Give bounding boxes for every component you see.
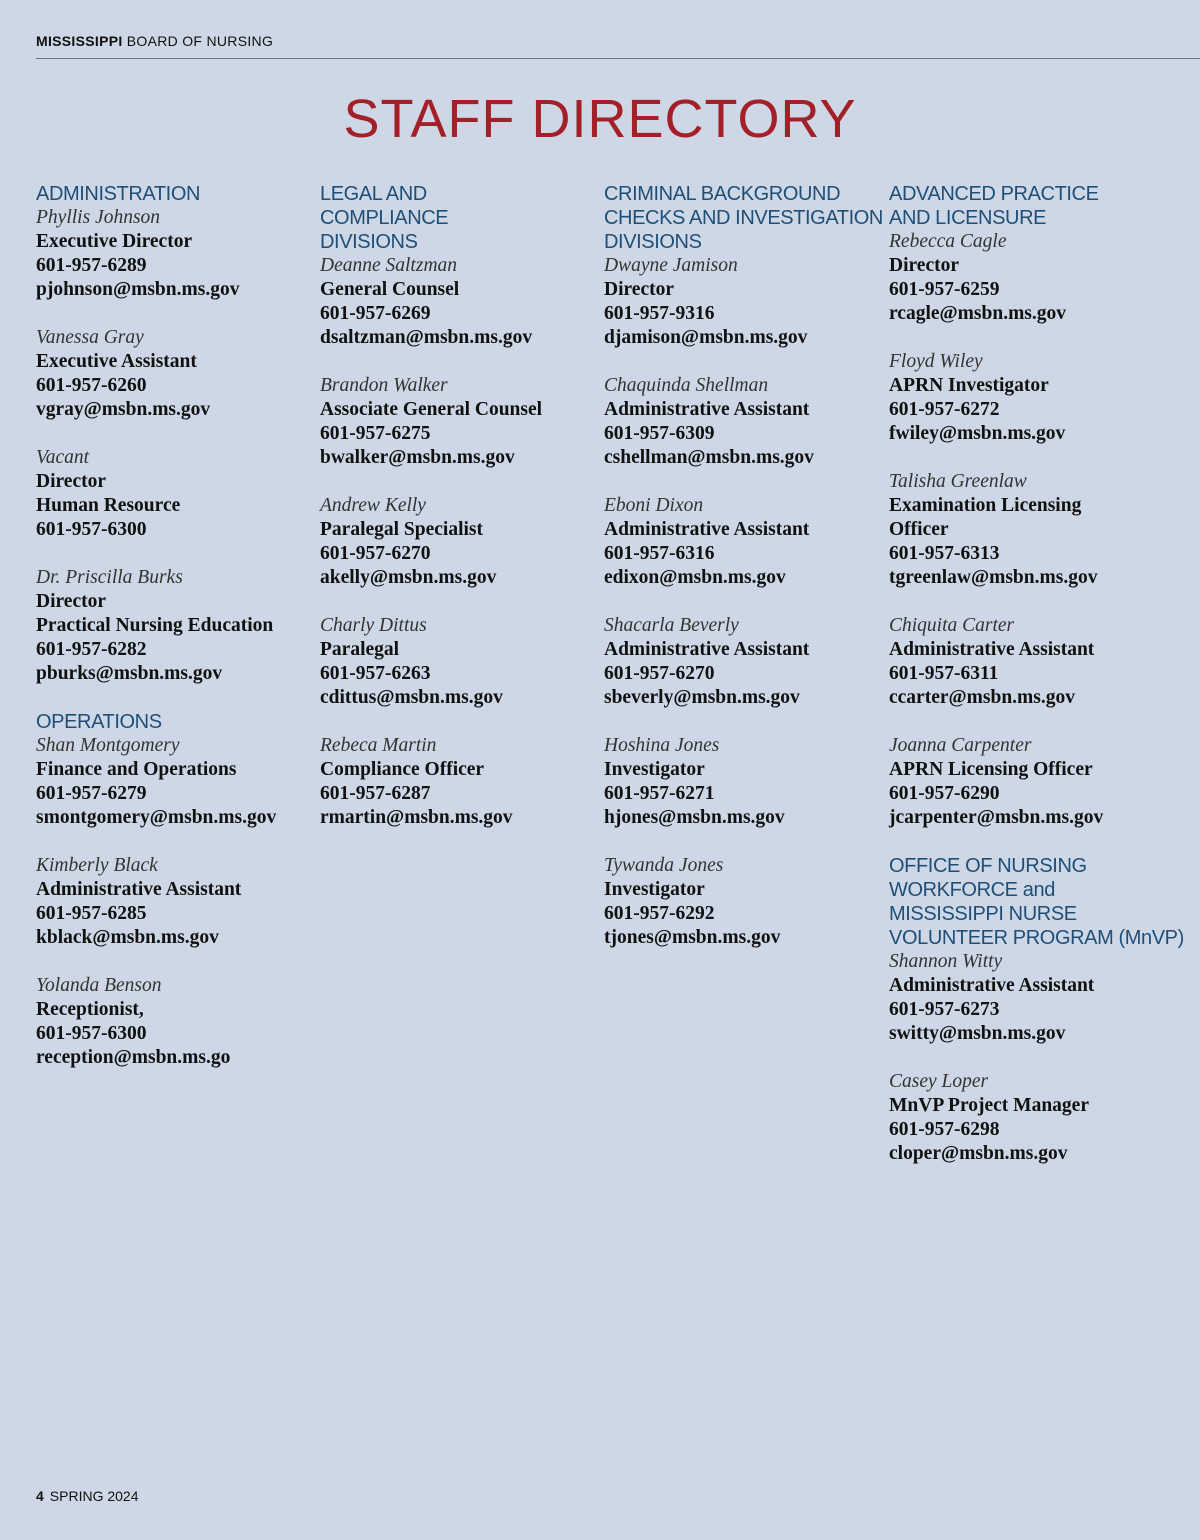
staff-name: Dr. Priscilla Burks <box>36 567 183 588</box>
staff-name: Rebecca Cagle <box>889 231 1007 252</box>
staff-name: Kimberly Black <box>36 855 158 876</box>
masthead-brand-rest: BOARD OF NURSING <box>126 33 274 49</box>
directory-column-3 <box>604 182 904 950</box>
staff-title: Receptionist, <box>36 999 144 1020</box>
staff-email[interactable]: tjones@msbn.ms.gov <box>604 927 781 948</box>
staff-phone[interactable]: 601-957-6259 <box>889 279 1000 300</box>
staff-entry <box>36 566 336 686</box>
staff-phone[interactable]: 601-957-6275 <box>320 423 431 444</box>
staff-phone[interactable]: 601-957-6290 <box>889 783 1000 804</box>
staff-phone[interactable]: 601-957-6272 <box>889 399 1000 420</box>
section-heading: CRIMINAL BACKGROUND CHECKS AND INVESTIGATION DIVISIONS <box>604 183 883 253</box>
staff-title: Executive Director <box>36 231 193 252</box>
staff-name: Eboni Dixon <box>604 495 704 516</box>
staff-phone[interactable]: 601-957-6270 <box>604 663 715 684</box>
staff-title: Director <box>604 279 675 300</box>
staff-phone[interactable]: 601-957-6271 <box>604 783 715 804</box>
staff-entry <box>320 254 620 350</box>
staff-entry <box>889 614 1189 710</box>
page-title: STAFF DIRECTORY <box>343 89 857 149</box>
staff-phone[interactable]: 601-957-6309 <box>604 423 715 444</box>
section-heading: ADMINISTRATION <box>36 183 201 205</box>
staff-title: Officer <box>889 519 949 540</box>
staff-title: Administrative Assistant <box>36 879 242 900</box>
staff-name: Floyd Wiley <box>889 351 983 372</box>
staff-email[interactable]: fwiley@msbn.ms.gov <box>889 423 1066 444</box>
staff-email[interactable]: bwalker@msbn.ms.gov <box>320 447 515 468</box>
staff-title: Examination Licensing <box>889 495 1082 516</box>
staff-entry <box>320 614 620 710</box>
staff-name: Chiquita Carter <box>889 615 1015 636</box>
staff-title: Practical Nursing Education <box>36 615 274 636</box>
staff-name: Yolanda Benson <box>36 975 162 996</box>
staff-name: Charly Dittus <box>320 615 427 636</box>
directory-column-1 <box>36 182 336 1070</box>
staff-phone[interactable]: 601-957-6285 <box>36 903 147 924</box>
staff-phone[interactable]: 601-957-6313 <box>889 543 1000 564</box>
staff-email[interactable]: tgreenlaw@msbn.ms.gov <box>889 567 1098 588</box>
staff-entry <box>320 374 620 470</box>
staff-entry <box>36 446 336 542</box>
staff-phone[interactable]: 601-957-6300 <box>36 1023 147 1044</box>
staff-email[interactable]: cloper@msbn.ms.gov <box>889 1143 1068 1164</box>
staff-title: Investigator <box>604 879 705 900</box>
staff-phone[interactable]: 601-957-6260 <box>36 375 147 396</box>
staff-name: Talisha Greenlaw <box>889 471 1027 492</box>
staff-title: Administrative Assistant <box>889 975 1095 996</box>
staff-phone[interactable]: 601-957-6311 <box>889 663 999 684</box>
staff-email[interactable]: akelly@msbn.ms.gov <box>320 567 497 588</box>
section-heading: LEGAL AND COMPLIANCE DIVISIONS <box>320 183 449 253</box>
masthead <box>36 33 273 49</box>
staff-name: Phyllis Johnson <box>36 207 161 228</box>
staff-phone[interactable]: 601-957-6300 <box>36 519 147 540</box>
staff-phone[interactable]: 601-957-6279 <box>36 783 147 804</box>
section-heading: ADVANCED PRACTICE AND LICENSURE <box>889 183 1099 229</box>
staff-title: MnVP Project Manager <box>889 1095 1089 1116</box>
staff-entry <box>889 350 1189 446</box>
staff-entry <box>604 494 904 590</box>
staff-email[interactable]: jcarpenter@msbn.ms.gov <box>889 807 1104 828</box>
staff-email[interactable]: dsaltzman@msbn.ms.gov <box>320 327 533 348</box>
staff-email[interactable]: djamison@msbn.ms.gov <box>604 327 808 348</box>
staff-title: APRN Licensing Officer <box>889 759 1093 780</box>
staff-phone[interactable]: 601-957-6292 <box>604 903 715 924</box>
staff-email[interactable]: kblack@msbn.ms.gov <box>36 927 219 948</box>
staff-phone[interactable]: 601-957-6298 <box>889 1119 1000 1140</box>
staff-entry <box>36 854 336 950</box>
staff-title: Paralegal Specialist <box>320 519 484 540</box>
staff-entry <box>604 374 904 470</box>
staff-title: Administrative Assistant <box>604 399 810 420</box>
staff-email[interactable]: sbeverly@msbn.ms.gov <box>604 687 800 708</box>
staff-email[interactable]: hjones@msbn.ms.gov <box>604 807 785 828</box>
staff-title: Administrative Assistant <box>889 639 1095 660</box>
staff-title: Investigator <box>604 759 705 780</box>
staff-entry <box>36 734 336 830</box>
staff-title: Director <box>36 591 107 612</box>
staff-phone[interactable]: 601-957-6282 <box>36 639 147 660</box>
staff-title: Administrative Assistant <box>604 639 810 660</box>
staff-phone[interactable]: 601-957-6270 <box>320 543 431 564</box>
staff-name: Dwayne Jamison <box>604 255 738 276</box>
staff-title: Director <box>36 471 107 492</box>
staff-title: APRN Investigator <box>889 375 1049 396</box>
staff-entry <box>320 734 620 830</box>
staff-email[interactable]: rcagle@msbn.ms.gov <box>889 303 1067 324</box>
staff-entry <box>604 734 904 830</box>
staff-email[interactable]: rmartin@msbn.ms.gov <box>320 807 513 828</box>
staff-phone[interactable]: 601-957-6287 <box>320 783 431 804</box>
staff-title: Compliance Officer <box>320 759 485 780</box>
staff-name: Brandon Walker <box>320 375 448 396</box>
staff-entry <box>889 470 1189 590</box>
staff-email[interactable]: pjohnson@msbn.ms.gov <box>36 279 240 300</box>
staff-entry <box>889 230 1189 326</box>
masthead-brand-bold: MISSISSIPPI <box>36 33 123 49</box>
staff-entry <box>889 950 1189 1046</box>
staff-phone[interactable]: 601-957-6316 <box>604 543 715 564</box>
staff-phone[interactable]: 601-957-6289 <box>36 255 147 276</box>
staff-name: Chaquinda Shellman <box>604 375 769 396</box>
page-footer <box>36 1488 139 1504</box>
staff-phone[interactable]: 601-957-9316 <box>604 303 715 324</box>
staff-name: Tywanda Jones <box>604 855 724 876</box>
staff-title: Administrative Assistant <box>604 519 810 540</box>
directory-column-2 <box>320 182 620 830</box>
staff-phone[interactable]: 601-957-6263 <box>320 663 431 684</box>
staff-entry <box>889 1070 1189 1166</box>
staff-entry <box>320 494 620 590</box>
staff-name: Deanne Saltzman <box>320 255 458 276</box>
staff-email[interactable]: switty@msbn.ms.gov <box>889 1023 1066 1044</box>
staff-email[interactable]: reception@msbn.ms.go <box>36 1047 231 1068</box>
staff-title: Associate General Counsel <box>320 399 543 420</box>
staff-email[interactable]: pburks@msbn.ms.gov <box>36 663 223 684</box>
staff-name: Rebeca Martin <box>320 735 437 756</box>
staff-entry <box>889 734 1189 830</box>
staff-entry <box>36 326 336 422</box>
page-number: 4 <box>36 1488 44 1504</box>
staff-email[interactable]: vgray@msbn.ms.gov <box>36 399 211 420</box>
staff-entry <box>604 854 904 950</box>
staff-name: Shacarla Beverly <box>604 615 739 636</box>
section-heading: OFFICE OF NURSING WORKFORCE and MISSISSIPPI NURSE VOLUNTEER PROGRAM (MnVP) <box>889 855 1184 949</box>
staff-email[interactable]: smontgomery@msbn.ms.gov <box>36 807 277 828</box>
staff-name: Andrew Kelly <box>320 495 426 516</box>
staff-title: Finance and Operations <box>36 759 237 780</box>
staff-name: Casey Loper <box>889 1071 989 1092</box>
staff-name: Shan Montgomery <box>36 735 180 756</box>
staff-title: General Counsel <box>320 279 460 300</box>
header-rule <box>36 58 1200 59</box>
staff-name: Shannon Witty <box>889 951 1003 972</box>
staff-title: Executive Assistant <box>36 351 197 372</box>
staff-name: Vacant <box>36 447 90 468</box>
staff-entry <box>36 974 336 1070</box>
staff-email[interactable]: cshellman@msbn.ms.gov <box>604 447 814 468</box>
staff-email[interactable]: cdittus@msbn.ms.gov <box>320 687 503 708</box>
directory-column-4 <box>889 182 1189 1166</box>
staff-title: Human Resource <box>36 495 181 516</box>
staff-name: Joanna Carpenter <box>889 735 1032 756</box>
staff-entry <box>604 614 904 710</box>
staff-phone[interactable]: 601-957-6273 <box>889 999 1000 1020</box>
staff-phone[interactable]: 601-957-6269 <box>320 303 431 324</box>
issue-label: SPRING 2024 <box>49 1488 139 1504</box>
staff-title: Director <box>889 255 960 276</box>
staff-title: Paralegal <box>320 639 400 660</box>
staff-email[interactable]: ccarter@msbn.ms.gov <box>889 687 1076 708</box>
staff-name: Hoshina Jones <box>604 735 720 756</box>
staff-email[interactable]: edixon@msbn.ms.gov <box>604 567 786 588</box>
staff-name: Vanessa Gray <box>36 327 144 348</box>
staff-entry <box>36 206 336 302</box>
section-heading: OPERATIONS <box>36 711 162 733</box>
staff-entry <box>604 254 904 350</box>
